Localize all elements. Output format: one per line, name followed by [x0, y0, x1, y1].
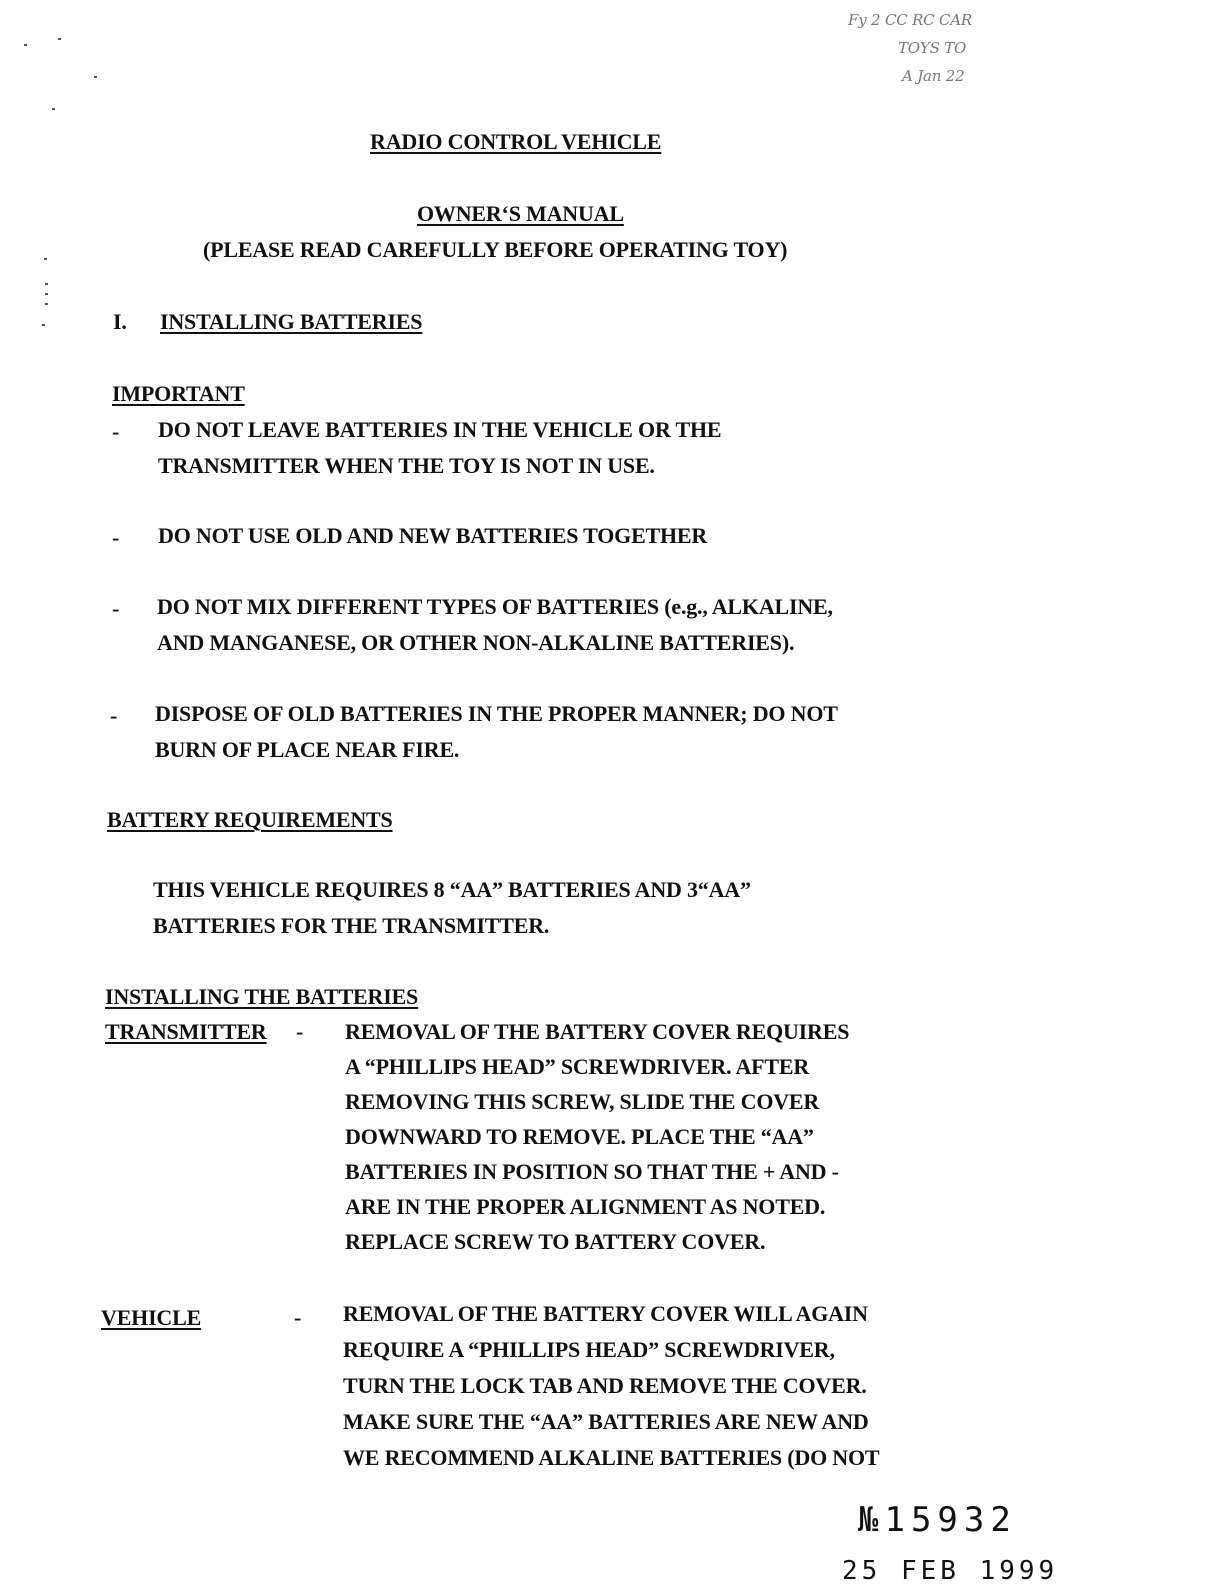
vehicle-line: REMOVAL OF THE BATTERY COVER WILL AGAIN [343, 1301, 868, 1326]
scan-speck [45, 283, 48, 285]
section-number: I. [113, 309, 127, 334]
bullet-dash: - [112, 525, 120, 550]
vehicle-dash: - [294, 1305, 302, 1330]
vehicle-line: MAKE SURE THE “AA” BATTERIES ARE NEW AND [343, 1409, 869, 1434]
scan-speck [52, 108, 55, 110]
transmitter-line: REPLACE SCREW TO BATTERY COVER. [345, 1229, 766, 1254]
installing-heading: INSTALLING THE BATTERIES [105, 984, 419, 1009]
handwritten-note-line: A Jan 22 [902, 67, 965, 85]
battery-requirements-line: BATTERIES FOR THE TRANSMITTER. [153, 913, 550, 938]
important-heading: IMPORTANT [112, 381, 245, 406]
vehicle-line: TURN THE LOCK TAB AND REMOVE THE COVER. [343, 1373, 867, 1398]
scan-speck [42, 324, 45, 326]
important-item-line: DO NOT MIX DIFFERENT TYPES OF BATTERIES (e.g., ALKALINE, [157, 594, 833, 619]
important-item-line: DISPOSE OF OLD BATTERIES IN THE PROPER MANNER; DO NOT [155, 701, 838, 726]
transmitter-line: REMOVING THIS SCREW, SLIDE THE COVER [345, 1089, 820, 1114]
document-title: RADIO CONTROL VEHICLE [370, 129, 662, 154]
subtitle-note: (PLEASE READ CAREFULLY BEFORE OPERATING TOY) [203, 237, 788, 262]
battery-requirements-heading: BATTERY REQUIREMENTS [107, 807, 393, 832]
handwritten-note-line: Fy 2 CC RC CAR [848, 11, 973, 29]
bullet-dash: - [112, 419, 120, 444]
transmitter-line: REMOVAL OF THE BATTERY COVER REQUIRES [345, 1019, 850, 1044]
vehicle-line: REQUIRE A “PHILLIPS HEAD” SCREWDRIVER, [343, 1337, 835, 1362]
battery-requirements-line: THIS VEHICLE REQUIRES 8 “AA” BATTERIES AND 3“AA” [153, 877, 751, 902]
important-item-line: AND MANGANESE, OR OTHER NON-ALKALINE BATTERIES). [157, 630, 795, 655]
handwritten-note-line: TOYS TO [898, 39, 967, 57]
date-stamp: 25 FEB 1999 [842, 1556, 1059, 1586]
bullet-dash: - [112, 596, 120, 621]
transmitter-dash: - [296, 1019, 304, 1044]
important-item-line: TRANSMITTER WHEN THE TOY IS NOT IN USE. [158, 453, 655, 478]
important-item-line: DO NOT USE OLD AND NEW BATTERIES TOGETHER [158, 523, 708, 548]
scan-speck [45, 293, 48, 295]
transmitter-line: BATTERIES IN POSITION SO THAT THE + AND - [345, 1159, 839, 1184]
transmitter-line: A “PHILLIPS HEAD” SCREWDRIVER. AFTER [345, 1054, 810, 1079]
transmitter-label: TRANSMITTER [105, 1019, 267, 1044]
important-item-line: DO NOT LEAVE BATTERIES IN THE VEHICLE OR THE [158, 417, 722, 442]
important-item-line: BURN OF PLACE NEAR FIRE. [155, 737, 460, 762]
transmitter-line: ARE IN THE PROPER ALIGNMENT AS NOTED. [345, 1194, 826, 1219]
scan-speck [45, 303, 48, 305]
scan-speck [44, 258, 47, 260]
vehicle-label: VEHICLE [101, 1305, 202, 1330]
section-title: INSTALLING BATTERIES [160, 309, 423, 334]
vehicle-line: WE RECOMMEND ALKALINE BATTERIES (DO NOT [343, 1445, 880, 1470]
document-number-stamp: №15932 [858, 1500, 1017, 1540]
scan-speck [58, 38, 61, 40]
transmitter-line: DOWNWARD TO REMOVE. PLACE THE “AA” [345, 1124, 814, 1149]
scan-speck [24, 44, 27, 46]
bullet-dash: - [110, 703, 118, 728]
document-subtitle: OWNER‘S MANUAL [417, 201, 624, 226]
scan-speck [94, 76, 97, 78]
